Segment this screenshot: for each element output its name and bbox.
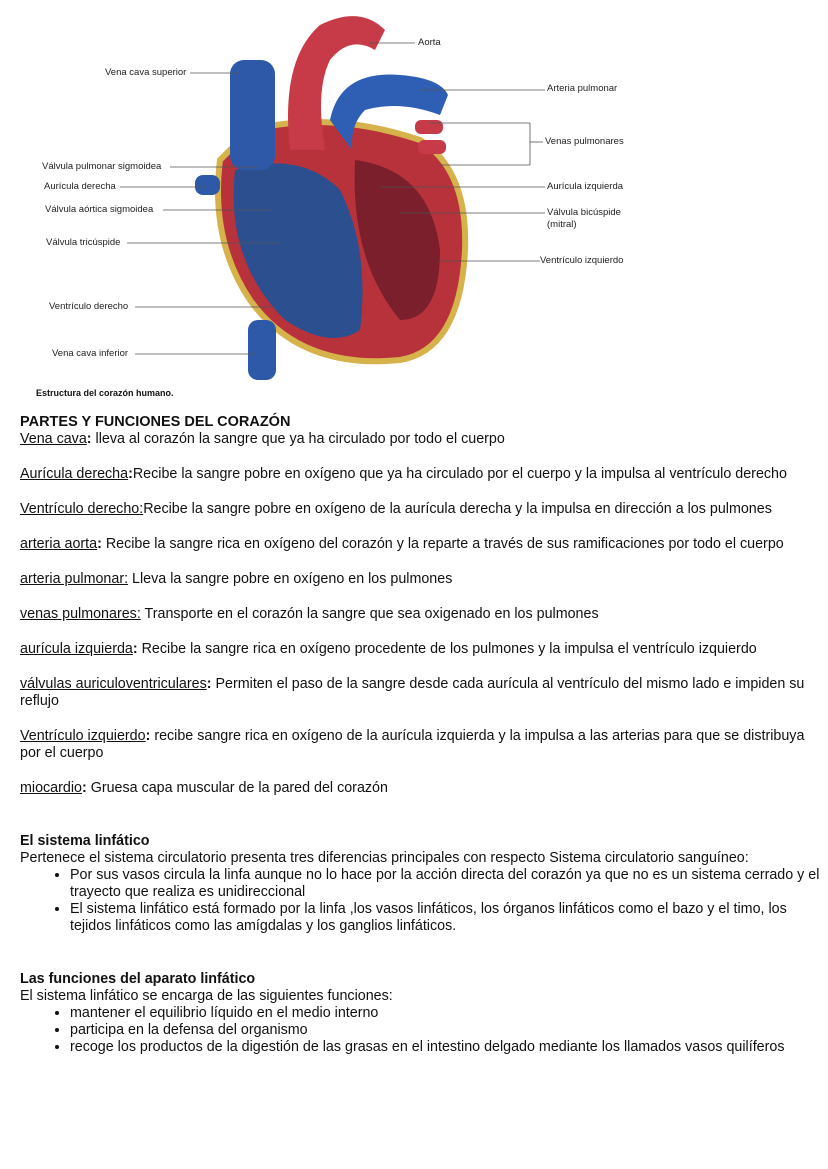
part-description: Gruesa capa muscular de la pared del corazón — [86, 780, 388, 796]
part-term: arteria pulmonar: — [20, 571, 129, 587]
figure-caption: Estructura del corazón humano. — [36, 388, 174, 398]
part-item — [20, 466, 820, 483]
label-valvula-tricuspide: Válvula tricúspide — [46, 237, 121, 248]
functions-title: Las funciones del aparato linfático — [20, 971, 256, 987]
part-term: venas pulmonares: — [20, 606, 141, 622]
document-body — [20, 414, 820, 1056]
part-item — [20, 728, 820, 762]
part-item — [20, 501, 820, 518]
label-ventriculo-derecho: Ventrículo derecho — [49, 301, 129, 312]
bullet-item: • participa en la defensa del organismo — [70, 1022, 820, 1039]
label-auricula-izquierda: Aurícula izquierda — [547, 181, 624, 192]
lymph-title: El sistema linfático — [20, 833, 150, 849]
label-venas-pulmonares: Venas pulmonares — [545, 136, 624, 147]
part-item — [20, 676, 820, 710]
part-term: Ventrículo derecho: — [20, 501, 144, 517]
part-description: recibe sangre rica en oxígeno de la aurícula izquierda y la impulsa a las arterias para que se distribuya por el cuerpo — [20, 728, 805, 761]
label-vena-cava-inferior: Vena cava inferior — [52, 348, 129, 359]
part-description: Recibe la sangre rica en oxígeno del corazón y la reparte a través de sus ramificaciones por todo el cuerpo — [101, 536, 784, 552]
part-description: Recibe la sangre pobre en oxígeno que ya ha circulado por el cuerpo y la impulsa al ventrículo derecho — [132, 466, 787, 482]
part-separator: : — [97, 536, 102, 552]
lymph-intro: Pertenece el sistema circulatorio presenta tres diferencias principales con respecto Sistema circulatorio sanguíneo: — [20, 850, 749, 866]
bullet-item: • El sistema linfático está formado por la linfa ,los vasos linfáticos, los órganos linfáticos como el bazo y el timo, los tejidos linfáticos como las amígdalas y los ganglios linfáticos. — [70, 901, 820, 935]
part-separator: : — [81, 780, 87, 796]
part-description: lleva al corazón la sangre que ya ha circulado por todo el cuerpo — [91, 431, 505, 447]
part-item — [20, 536, 820, 553]
part-description: Permiten el paso de la sangre desde cada aurícula al ventrículo del mismo lado e impiden su reflujo — [20, 676, 805, 709]
parts-list — [20, 431, 820, 797]
part-term: miocardio — [20, 780, 82, 796]
part-item — [20, 431, 820, 448]
bullet-item: • Por sus vasos circula la linfa aunque no lo hace por la acción directa del corazón ya que no es un sistema cerrado y el trayecto que realiza es unidireccional — [70, 867, 820, 901]
label-valvula-pulmonar: Válvula pulmonar sigmoidea — [42, 161, 162, 172]
part-separator: : — [86, 431, 92, 447]
lymph-bullets — [20, 867, 820, 935]
part-description: Lleva la sangre pobre en oxígeno en los pulmones — [128, 571, 453, 587]
label-aorta: Aorta — [418, 37, 441, 48]
page-title: PARTES Y FUNCIONES DEL CORAZÓN — [20, 414, 291, 430]
part-item — [20, 780, 820, 797]
part-item — [20, 571, 820, 588]
label-valvula-bicuspide: Válvula bicúspide — [547, 207, 621, 218]
part-description: Recibe la sangre pobre en oxígeno de la aurícula derecha y la impulsa en dirección a los pulmones — [143, 501, 772, 517]
functions-bullets — [20, 1005, 820, 1056]
part-term: Vena cava — [20, 431, 87, 447]
label-auricula-derecha: Aurícula derecha — [44, 181, 116, 192]
part-description: Transporte en el corazón la sangre que sea oxigenado en los pulmones — [140, 606, 599, 622]
part-separator: : — [132, 641, 138, 657]
label-vena-cava-superior: Vena cava superior — [105, 67, 187, 78]
heart-illustration — [0, 0, 828, 405]
functions-intro: El sistema linfático se encarga de las siguientes funciones: — [20, 988, 393, 1004]
part-separator: : — [206, 676, 212, 692]
bullet-item: • recoge los productos de la digestión de las grasas en el intestino delgado mediante los llamados vasos quilíferos — [70, 1039, 820, 1056]
part-description: Recibe la sangre rica en oxígeno procedente de los pulmones y la impulsa el ventrículo izquierdo — [137, 641, 757, 657]
bullet-item: • mantener el equilibrio líquido en el medio interno — [70, 1005, 820, 1022]
part-item — [20, 641, 820, 658]
part-term: arteria aorta — [20, 536, 98, 552]
label-valvula-aortica: Válvula aórtica sigmoidea — [45, 204, 154, 215]
label-mitral: (mitral) — [547, 219, 577, 230]
part-separator: : — [145, 728, 151, 744]
heart-diagram — [0, 0, 828, 405]
part-term: válvulas auriculoventriculares — [20, 676, 207, 692]
part-separator: : — [128, 466, 133, 482]
part-term: aurícula izquierda — [20, 641, 133, 657]
part-term: Ventrículo izquierdo — [20, 728, 146, 744]
label-arteria-pulmonar: Arteria pulmonar — [547, 83, 618, 94]
part-item — [20, 606, 820, 623]
label-ventriculo-izquierdo: Ventrículo izquierdo — [540, 255, 624, 266]
part-term: Aurícula derecha — [20, 466, 129, 482]
